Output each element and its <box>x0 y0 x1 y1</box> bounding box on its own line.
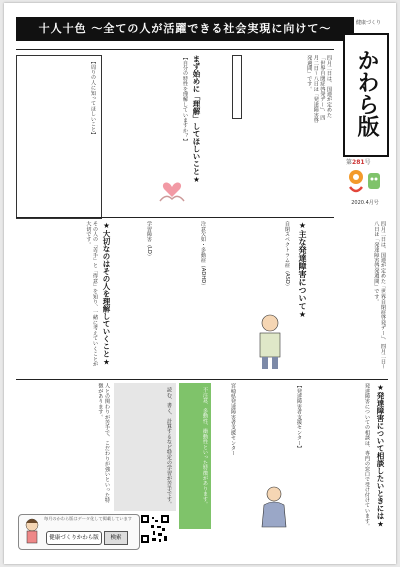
info-green-text: 不注意、多動性、衝動性といった特徴があります。 <box>202 387 208 507</box>
health-logo <box>346 167 384 197</box>
understanding-text: その人の「苦手」と「得意」を知り、一緒に考えていくことが大切です。 <box>85 221 98 367</box>
heart-hands-icon <box>158 179 186 205</box>
lower-rule <box>16 379 388 380</box>
ld-text: 学習障害（LD） <box>146 221 152 260</box>
adhd-text: 注意欠如・多動症（ADHD） <box>200 221 206 289</box>
top-rule <box>16 49 334 50</box>
qr-code-icon[interactable] <box>140 514 170 544</box>
consult-headline: ★発達障害について相談したいときには★ <box>376 383 385 529</box>
newsletter-page <box>4 3 396 564</box>
intro-text: 四月二日は、国連が定めた「世界自閉症啓発デー」、四月二日〜八日は「発達障害啓発週間」です。 <box>306 55 332 123</box>
masthead-title: かわら版 <box>354 49 379 137</box>
developmental-headline: ★主な発達障害について★ <box>298 221 307 319</box>
issue-date: 2020.4月号 <box>351 200 379 206</box>
support-center-text: 【発達障害者支援センター】 <box>296 383 302 451</box>
masthead <box>343 33 389 157</box>
search-button[interactable]: 検索 <box>104 531 128 545</box>
issue-number: 第281号 <box>346 159 371 166</box>
link-box <box>232 55 242 119</box>
consult-text: 発達障害についての相談は、専門の窓口で受け付けています。 <box>364 383 370 529</box>
understanding-headline: ★大切なのはその人を理解していくこと★ <box>102 221 111 367</box>
self-understanding-text: 【自分の特性を理解していますか？】 <box>182 55 188 144</box>
center-name: 宮崎県発達障害者支援センター <box>230 383 236 456</box>
intro-headline: まず始めに「理解」してほしいこと★ <box>192 55 201 184</box>
person-illustration-icon <box>250 313 290 371</box>
bottom-left-text: 人との関わりが苦手で、こだわりが強いといった特徴があります。 <box>97 383 110 503</box>
mid-rule <box>16 217 334 218</box>
grey-info-text: 読む、書く、計算するなど特定の学習が苦手です。 <box>166 387 172 507</box>
asd-text: 自閉スペクトラム症（ASD） <box>284 221 290 290</box>
people-around-text: 【周りの人に知ってほしいこと】 <box>90 59 96 137</box>
counselor-illustration-icon <box>256 485 292 529</box>
banner-note: 毎月のかわら版はデータ化して掲載しています <box>44 516 132 521</box>
site-link-button[interactable]: 健康づくりかわら版 <box>46 531 102 545</box>
header-tag: 健康づくり <box>356 20 382 26</box>
headline-banner: 十人十色 〜全ての人が活躍できる社会実現に向けて〜 <box>16 17 354 41</box>
mascot-icon <box>22 517 42 545</box>
developmental-intro-text: 四月二日は、国連が定めた「世界自閉症啓発デー」、四月二日〜八日は「発達障害啓発週間」です。 <box>373 221 386 370</box>
